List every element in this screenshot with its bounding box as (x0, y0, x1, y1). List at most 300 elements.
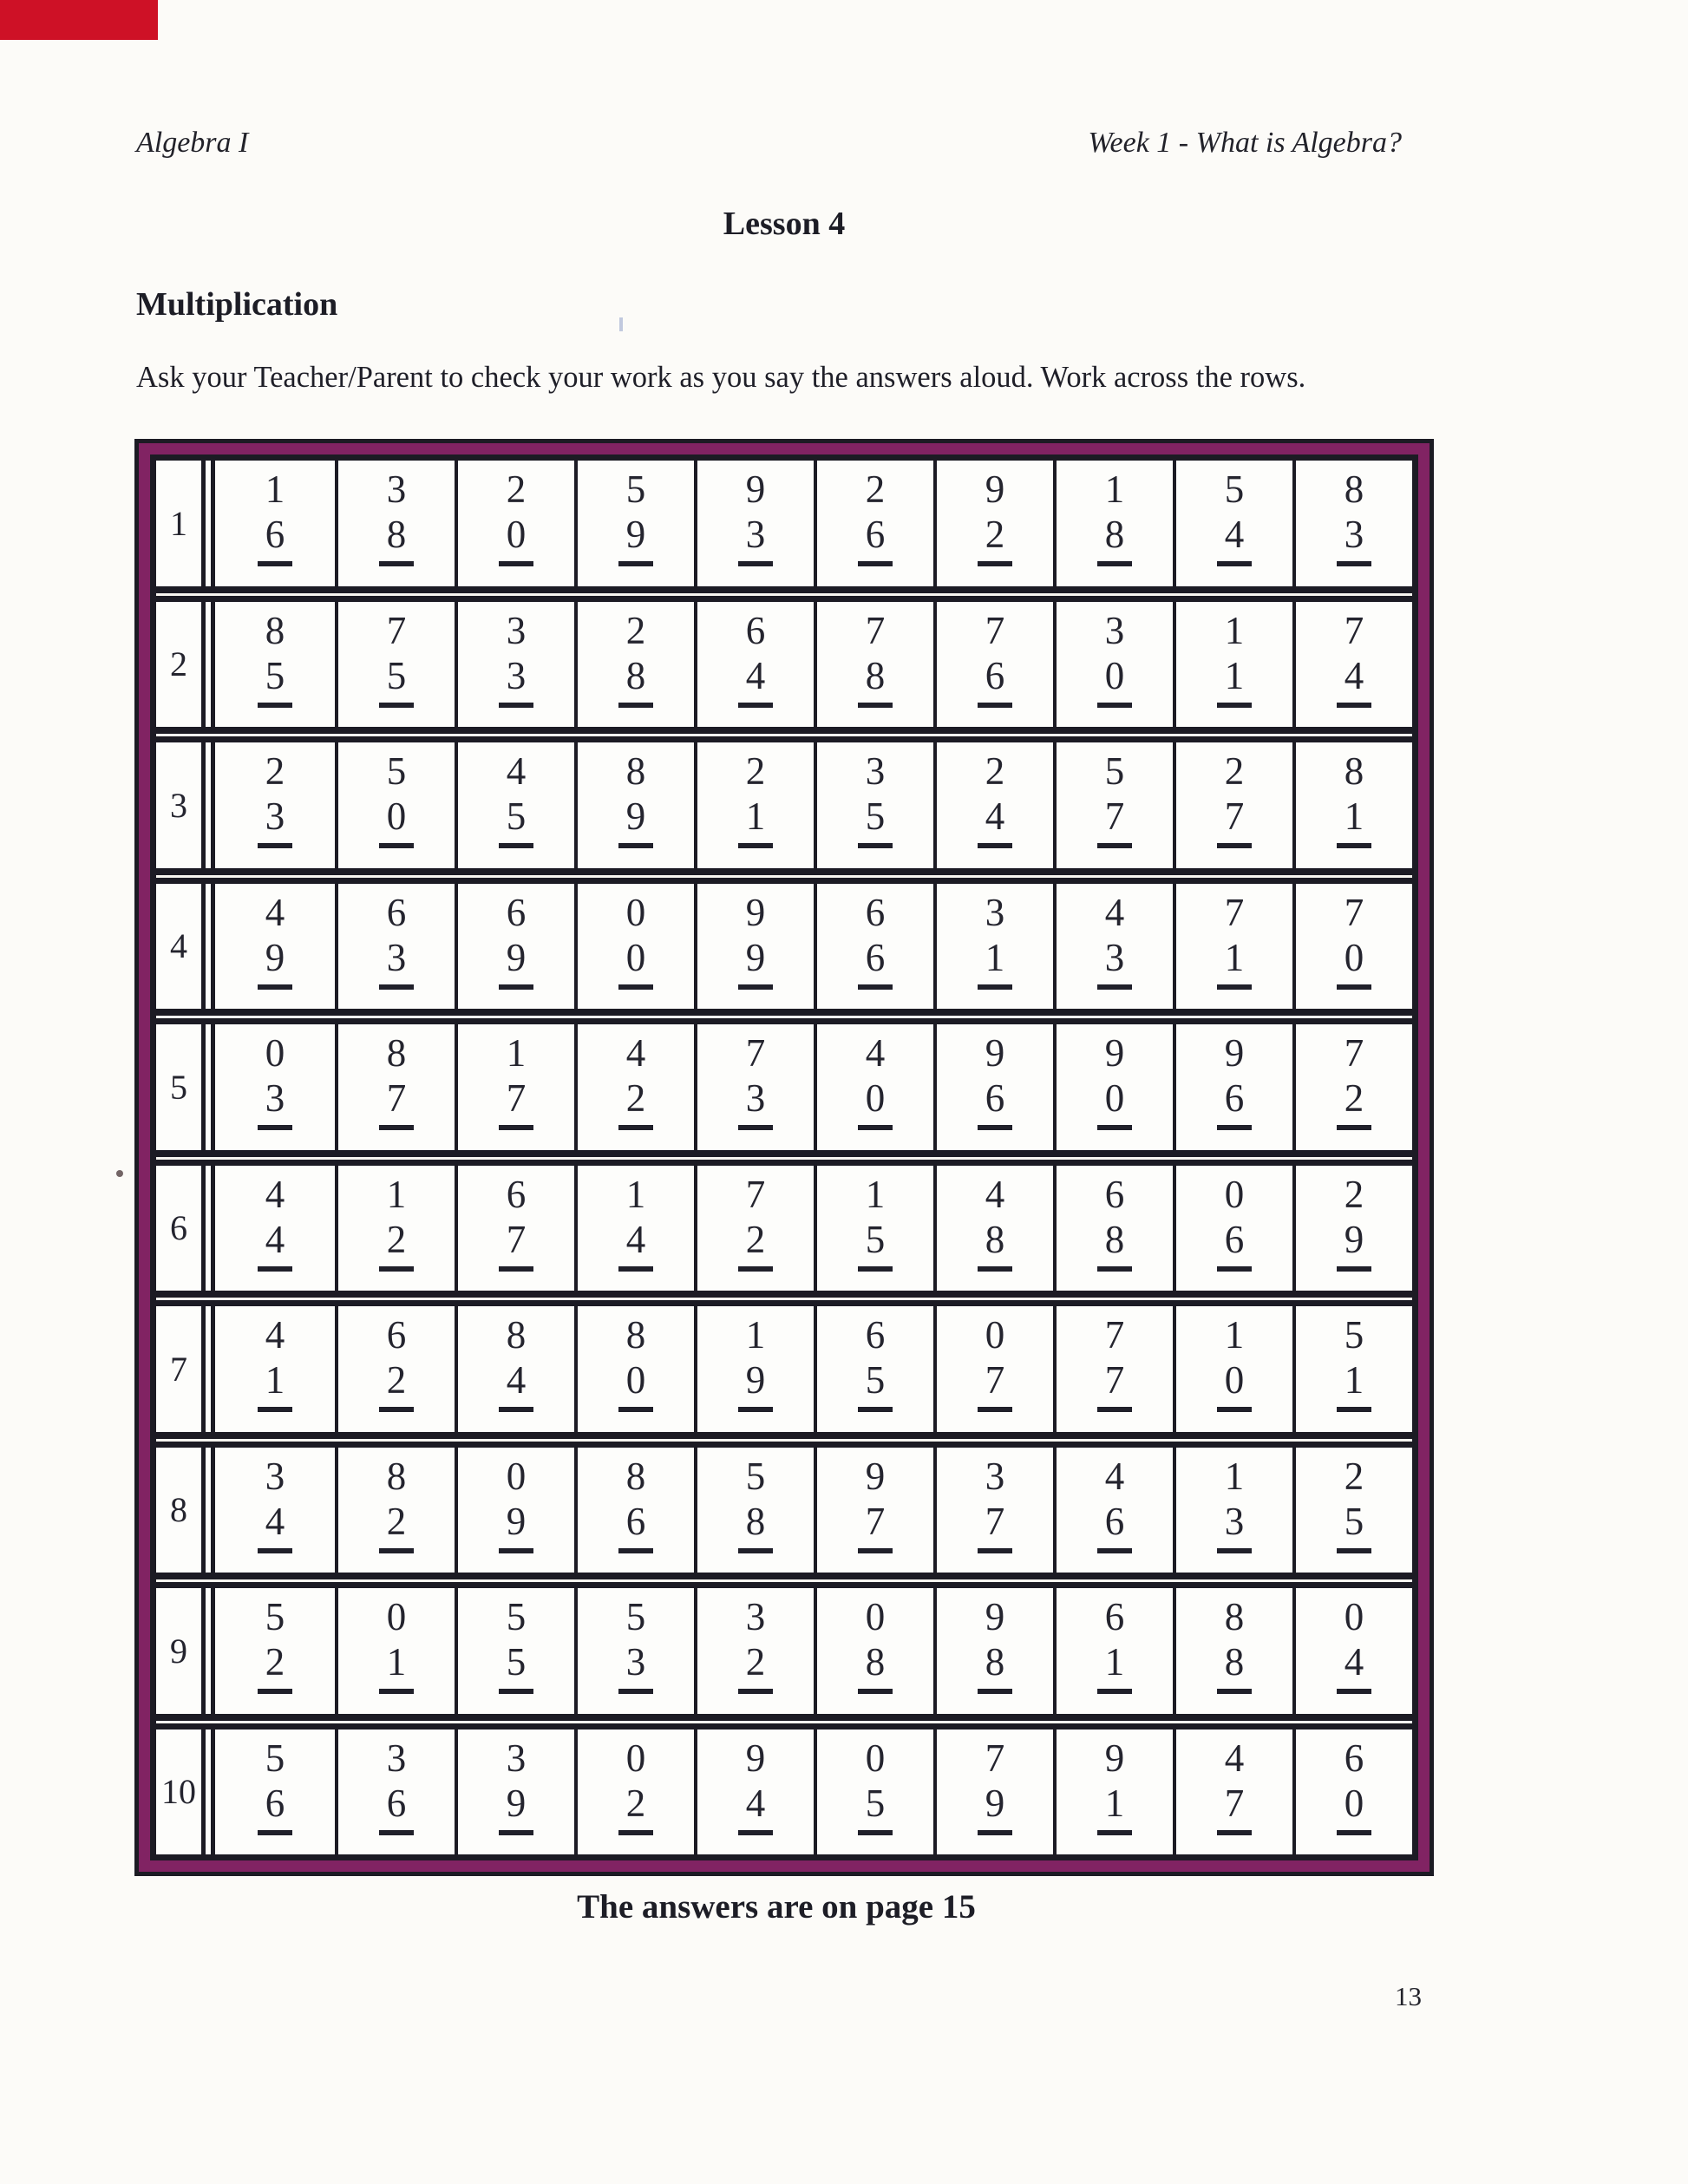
problem-cell (933, 1730, 1053, 1855)
section-heading: Multiplication (136, 286, 338, 323)
table-row (156, 1588, 1412, 1714)
problem-bottom-digit: 4 (499, 1359, 534, 1412)
problem-top-digit: 4 (265, 890, 285, 934)
problem-cell (814, 1024, 933, 1150)
problem-top-digit: 1 (1224, 608, 1245, 652)
problem-top-digit: 7 (985, 1736, 1005, 1780)
problem-cell (814, 602, 933, 728)
problem-bottom-digit: 5 (858, 1359, 893, 1412)
problem-bottom-digit: 2 (738, 1641, 774, 1694)
problem-top-digit: 9 (985, 1595, 1005, 1638)
double-divider-line (201, 461, 215, 586)
table-rows-container (150, 454, 1418, 1860)
problem-cell (814, 742, 933, 868)
problem-top-digit: 1 (506, 1031, 527, 1075)
problem-bottom-digit: 8 (618, 655, 654, 708)
problem-top-digit: 2 (985, 749, 1005, 793)
problem-top-digit: 1 (1224, 1313, 1245, 1357)
problem-cell (335, 1588, 455, 1714)
problem-cell (933, 1588, 1053, 1714)
problem-cell (1053, 602, 1173, 728)
problem-bottom-digit: 9 (258, 937, 293, 990)
problem-top-digit: 6 (506, 1172, 527, 1216)
problem-cell (1053, 1730, 1173, 1855)
problem-bottom-digit: 3 (258, 1077, 293, 1130)
problem-top-digit: 2 (625, 608, 646, 652)
problem-top-digit: 3 (265, 1454, 285, 1498)
problem-top-digit: 1 (1224, 1454, 1245, 1498)
problem-cell (455, 602, 574, 728)
double-divider-line (201, 602, 215, 728)
problem-top-digit: 3 (745, 1595, 766, 1638)
problem-bottom-digit: 8 (858, 655, 893, 708)
lesson-title: Lesson 4 (723, 206, 846, 242)
problem-cell (694, 1166, 814, 1291)
problem-top-digit: 4 (1104, 890, 1125, 934)
row-label: 3 (170, 785, 187, 825)
problem-bottom-digit: 1 (258, 1359, 293, 1412)
scan-tick (619, 317, 623, 331)
problem-bottom-digit: 7 (1097, 1359, 1133, 1412)
problem-cell (814, 461, 933, 586)
problem-top-digit: 5 (386, 749, 407, 793)
problem-top-digit: 5 (1344, 1313, 1364, 1357)
problem-top-digit: 2 (1344, 1172, 1364, 1216)
problem-cell (574, 884, 694, 1010)
problem-cell (1173, 461, 1292, 586)
problem-cell (335, 884, 455, 1010)
problem-bottom-digit: 3 (1217, 1501, 1253, 1553)
problem-top-digit: 5 (745, 1454, 766, 1498)
problem-bottom-digit: 8 (858, 1641, 893, 1694)
problem-bottom-digit: 3 (1097, 937, 1133, 990)
problem-top-digit: 0 (386, 1595, 407, 1638)
problem-top-digit: 2 (506, 468, 527, 511)
problem-top-digit: 6 (386, 1313, 407, 1357)
problem-cell (694, 461, 814, 586)
double-divider-line (201, 1730, 215, 1855)
problem-bottom-digit: 8 (379, 513, 415, 566)
problem-cell (1173, 1730, 1292, 1855)
problem-top-digit: 6 (865, 890, 886, 934)
problem-cell (814, 1588, 933, 1714)
problem-top-digit: 2 (1344, 1454, 1364, 1498)
table-row (156, 602, 1412, 728)
problem-cell (215, 602, 335, 728)
problem-bottom-digit: 9 (499, 1782, 534, 1835)
problem-bottom-digit: 1 (1097, 1782, 1133, 1835)
problem-bottom-digit: 6 (858, 937, 893, 990)
problem-cell (1053, 1588, 1173, 1714)
problems-table (134, 439, 1434, 1876)
problem-cell (933, 1448, 1053, 1573)
problem-bottom-digit: 8 (978, 1219, 1013, 1272)
week-header: Week 1 - What is Algebra? (1088, 127, 1402, 159)
course-title: Algebra I (136, 127, 249, 159)
problem-cell (814, 1448, 933, 1573)
problem-bottom-digit: 4 (258, 1501, 293, 1553)
problem-top-digit: 8 (625, 1454, 646, 1498)
problem-bottom-digit: 9 (499, 937, 534, 990)
problem-cell (215, 884, 335, 1010)
problem-bottom-digit: 6 (858, 513, 893, 566)
problem-cell (455, 1730, 574, 1855)
problem-cell (215, 742, 335, 868)
problem-top-digit: 8 (386, 1454, 407, 1498)
problem-cell (694, 1024, 814, 1150)
problem-cell (933, 602, 1053, 728)
problem-bottom-digit: 7 (499, 1219, 534, 1272)
problem-top-digit: 8 (506, 1313, 527, 1357)
problem-bottom-digit: 0 (858, 1077, 893, 1130)
problem-bottom-digit: 0 (1097, 655, 1133, 708)
problem-bottom-digit: 3 (738, 513, 774, 566)
problem-bottom-digit: 5 (858, 1219, 893, 1272)
problem-top-digit: 5 (265, 1595, 285, 1638)
problem-top-digit: 2 (745, 749, 766, 793)
problem-cell (215, 461, 335, 586)
problem-bottom-digit: 7 (978, 1501, 1013, 1553)
problem-top-digit: 4 (265, 1172, 285, 1216)
problem-cell (455, 1166, 574, 1291)
problem-bottom-digit: 4 (618, 1219, 654, 1272)
row-separator (156, 1573, 1412, 1588)
problem-top-digit: 9 (865, 1454, 886, 1498)
page-number: 13 (1395, 1981, 1422, 2011)
problem-bottom-digit: 5 (499, 1641, 534, 1694)
problem-top-digit: 3 (506, 608, 527, 652)
problem-cell (335, 1730, 455, 1855)
problem-top-digit: 4 (1224, 1736, 1245, 1780)
row-separator (156, 1150, 1412, 1166)
problem-cell (574, 1588, 694, 1714)
problem-bottom-digit: 4 (258, 1219, 293, 1272)
problem-bottom-digit: 5 (1337, 1501, 1372, 1553)
problem-cell (574, 742, 694, 868)
problem-bottom-digit: 2 (1337, 1077, 1372, 1130)
problem-bottom-digit: 1 (379, 1641, 415, 1694)
problem-cell (455, 1306, 574, 1432)
problem-bottom-digit: 0 (618, 937, 654, 990)
problem-top-digit: 5 (625, 1595, 646, 1638)
problem-cell (574, 1730, 694, 1855)
problem-top-digit: 0 (625, 890, 646, 934)
problem-top-digit: 7 (745, 1172, 766, 1216)
problem-cell (1173, 602, 1292, 728)
problem-bottom-digit: 7 (978, 1359, 1013, 1412)
problem-bottom-digit: 0 (1097, 1077, 1133, 1130)
problem-cell (1053, 1166, 1173, 1291)
problem-top-digit: 1 (865, 1172, 886, 1216)
problem-cell (1292, 1730, 1412, 1855)
problem-top-digit: 2 (265, 749, 285, 793)
problem-bottom-digit: 1 (1097, 1641, 1133, 1694)
problem-cell (335, 1166, 455, 1291)
problem-top-digit: 9 (745, 1736, 766, 1780)
problem-top-digit: 6 (1104, 1595, 1125, 1638)
problem-cell (215, 1448, 335, 1573)
problem-bottom-digit: 8 (978, 1641, 1013, 1694)
problem-cell (933, 884, 1053, 1010)
problem-top-digit: 3 (985, 1454, 1005, 1498)
problem-top-digit: 1 (265, 468, 285, 511)
problem-bottom-digit: 1 (1337, 1359, 1372, 1412)
problem-bottom-digit: 5 (858, 795, 893, 848)
problem-cell (1292, 742, 1412, 868)
double-divider-line (201, 1306, 215, 1432)
problem-top-digit: 5 (1224, 468, 1245, 511)
problem-bottom-digit: 2 (618, 1782, 654, 1835)
problem-bottom-digit: 6 (379, 1782, 415, 1835)
problem-cell (574, 1024, 694, 1150)
problem-top-digit: 0 (865, 1736, 886, 1780)
row-label: 8 (170, 1490, 187, 1530)
problem-cell (694, 884, 814, 1010)
problem-cell (574, 461, 694, 586)
problem-bottom-digit: 3 (618, 1641, 654, 1694)
problem-cell (694, 1588, 814, 1714)
problem-cell (574, 1166, 694, 1291)
problem-top-digit: 4 (265, 1313, 285, 1357)
problem-bottom-digit: 9 (978, 1782, 1013, 1835)
problem-cell (335, 1448, 455, 1573)
problem-cell (215, 1166, 335, 1291)
problem-top-digit: 4 (625, 1031, 646, 1075)
row-label: 10 (161, 1772, 196, 1812)
problem-bottom-digit: 2 (379, 1501, 415, 1553)
row-label: 2 (170, 644, 187, 684)
problem-top-digit: 0 (865, 1595, 886, 1638)
problem-top-digit: 1 (745, 1313, 766, 1357)
problem-bottom-digit: 4 (1337, 1641, 1372, 1694)
problem-top-digit: 4 (985, 1172, 1005, 1216)
row-separator (156, 1291, 1412, 1306)
problem-bottom-digit: 1 (738, 795, 774, 848)
problem-cell (574, 602, 694, 728)
problem-cell (215, 1024, 335, 1150)
problem-top-digit: 1 (1104, 468, 1125, 511)
problem-top-digit: 9 (985, 1031, 1005, 1075)
problem-cell (574, 1448, 694, 1573)
page-header (136, 127, 1402, 159)
problem-bottom-digit: 9 (1337, 1219, 1372, 1272)
problem-top-digit: 1 (625, 1172, 646, 1216)
problem-top-digit: 7 (865, 608, 886, 652)
problem-top-digit: 3 (506, 1736, 527, 1780)
footer-note: The answers are on page 15 (577, 1888, 976, 1926)
problem-cell (814, 1166, 933, 1291)
problem-cell (1292, 1448, 1412, 1573)
problem-top-digit: 5 (506, 1595, 527, 1638)
problem-bottom-digit: 1 (978, 937, 1013, 990)
table-row (156, 461, 1412, 586)
problem-cell (335, 602, 455, 728)
problem-cell (694, 1448, 814, 1573)
problem-top-digit: 7 (386, 608, 407, 652)
problem-cell (1173, 742, 1292, 868)
problem-cell (1292, 1166, 1412, 1291)
scan-speck (116, 1170, 123, 1177)
double-divider-line (201, 742, 215, 868)
problem-cell (1292, 461, 1412, 586)
problem-bottom-digit: 9 (499, 1501, 534, 1553)
problem-bottom-digit: 2 (258, 1641, 293, 1694)
problem-bottom-digit: 0 (1337, 1782, 1372, 1835)
problem-bottom-digit: 2 (379, 1219, 415, 1272)
problem-cell (1292, 1024, 1412, 1150)
problem-bottom-digit: 0 (1217, 1359, 1253, 1412)
problem-top-digit: 8 (386, 1031, 407, 1075)
double-divider-line (201, 1448, 215, 1573)
problem-bottom-digit: 1 (1217, 655, 1253, 708)
problem-cell (335, 742, 455, 868)
problem-bottom-digit: 3 (258, 795, 293, 848)
problem-bottom-digit: 3 (379, 937, 415, 990)
problem-top-digit: 3 (386, 1736, 407, 1780)
problem-bottom-digit: 1 (1337, 795, 1372, 848)
problem-cell (1173, 1588, 1292, 1714)
problem-cell (933, 1306, 1053, 1432)
problem-top-digit: 8 (1344, 468, 1364, 511)
problem-bottom-digit: 0 (379, 795, 415, 848)
problem-cell (455, 1448, 574, 1573)
problem-top-digit: 7 (745, 1031, 766, 1075)
instructions-text: Ask your Teacher/Parent to check your work as you say the answers aloud. Work across the rows. (136, 361, 1306, 394)
problem-cell (1292, 884, 1412, 1010)
problem-top-digit: 8 (1344, 749, 1364, 793)
problem-cell (1053, 1448, 1173, 1573)
problem-cell (1053, 884, 1173, 1010)
problem-bottom-digit: 7 (499, 1077, 534, 1130)
problem-bottom-digit: 4 (738, 1782, 774, 1835)
double-divider-line (201, 1024, 215, 1150)
problem-top-digit: 4 (1104, 1454, 1125, 1498)
problem-bottom-digit: 6 (1217, 1077, 1253, 1130)
table-row (156, 742, 1412, 868)
problem-top-digit: 9 (1104, 1031, 1125, 1075)
problem-top-digit: 7 (1344, 890, 1364, 934)
row-separator (156, 1009, 1412, 1024)
problem-cell (1292, 602, 1412, 728)
row-label: 6 (170, 1208, 187, 1248)
problem-cell (1053, 1024, 1173, 1150)
problem-bottom-digit: 8 (1217, 1641, 1253, 1694)
problem-top-digit: 0 (625, 1736, 646, 1780)
table-row (156, 1166, 1412, 1291)
problem-cell (1053, 742, 1173, 868)
problem-top-digit: 8 (265, 608, 285, 652)
problem-top-digit: 8 (1224, 1595, 1245, 1638)
problem-top-digit: 2 (1224, 749, 1245, 793)
problem-cell (455, 742, 574, 868)
problem-top-digit: 0 (1224, 1172, 1245, 1216)
problem-bottom-digit: 4 (1217, 513, 1253, 566)
problem-cell (335, 1306, 455, 1432)
problem-top-digit: 9 (985, 468, 1005, 511)
problem-cell (1173, 884, 1292, 1010)
problem-cell (215, 1730, 335, 1855)
problem-bottom-digit: 1 (1217, 937, 1253, 990)
problem-cell (694, 742, 814, 868)
problem-bottom-digit: 5 (499, 795, 534, 848)
problem-cell (455, 1588, 574, 1714)
problem-top-digit: 9 (745, 468, 766, 511)
problem-bottom-digit: 7 (858, 1501, 893, 1553)
problem-cell (933, 1024, 1053, 1150)
problem-bottom-digit: 6 (1097, 1501, 1133, 1553)
scan-red-edge-mark (0, 0, 158, 40)
problem-bottom-digit: 3 (738, 1077, 774, 1130)
table-row (156, 1448, 1412, 1573)
problem-top-digit: 6 (506, 890, 527, 934)
problem-cell (933, 742, 1053, 868)
table-row (156, 884, 1412, 1010)
table-row (156, 1306, 1412, 1432)
problem-top-digit: 0 (265, 1031, 285, 1075)
problem-bottom-digit: 2 (978, 513, 1013, 566)
problem-top-digit: 9 (1224, 1031, 1245, 1075)
problem-bottom-digit: 2 (379, 1359, 415, 1412)
problem-top-digit: 6 (1344, 1736, 1364, 1780)
problem-cell (1173, 1166, 1292, 1291)
problem-bottom-digit: 7 (1097, 795, 1133, 848)
double-divider-line (201, 1166, 215, 1291)
problem-top-digit: 3 (386, 468, 407, 511)
problem-cell (1053, 1306, 1173, 1432)
problem-cell (1292, 1588, 1412, 1714)
problem-bottom-digit: 0 (618, 1359, 654, 1412)
row-separator (156, 727, 1412, 742)
problem-bottom-digit: 9 (738, 1359, 774, 1412)
problem-bottom-digit: 4 (738, 655, 774, 708)
problem-bottom-digit: 6 (1217, 1219, 1253, 1272)
row-label: 1 (170, 503, 187, 543)
problem-top-digit: 8 (625, 1313, 646, 1357)
problem-cell (335, 1024, 455, 1150)
problem-cell (814, 1306, 933, 1432)
table-purple-frame (139, 443, 1430, 1872)
problem-cell (455, 884, 574, 1010)
problem-cell (1053, 461, 1173, 586)
problem-bottom-digit: 2 (738, 1219, 774, 1272)
problem-top-digit: 4 (865, 1031, 886, 1075)
problem-bottom-digit: 5 (858, 1782, 893, 1835)
problem-cell (694, 1306, 814, 1432)
problem-top-digit: 8 (625, 749, 646, 793)
problem-top-digit: 5 (1104, 749, 1125, 793)
problem-cell (215, 1306, 335, 1432)
problem-bottom-digit: 6 (978, 1077, 1013, 1130)
problem-top-digit: 3 (865, 749, 886, 793)
problem-bottom-digit: 5 (379, 655, 415, 708)
row-separator (156, 586, 1412, 602)
problem-top-digit: 3 (1104, 608, 1125, 652)
problem-top-digit: 4 (506, 749, 527, 793)
problem-cell (814, 1730, 933, 1855)
problem-bottom-digit: 8 (1097, 513, 1133, 566)
problem-top-digit: 6 (865, 1313, 886, 1357)
row-separator (156, 868, 1412, 884)
problem-bottom-digit: 6 (258, 1782, 293, 1835)
problem-top-digit: 7 (985, 608, 1005, 652)
problem-top-digit: 2 (865, 468, 886, 511)
problem-cell (694, 602, 814, 728)
problem-cell (1173, 1306, 1292, 1432)
problem-cell (215, 1588, 335, 1714)
problem-bottom-digit: 3 (1337, 513, 1372, 566)
problem-cell (933, 461, 1053, 586)
problem-bottom-digit: 6 (978, 655, 1013, 708)
